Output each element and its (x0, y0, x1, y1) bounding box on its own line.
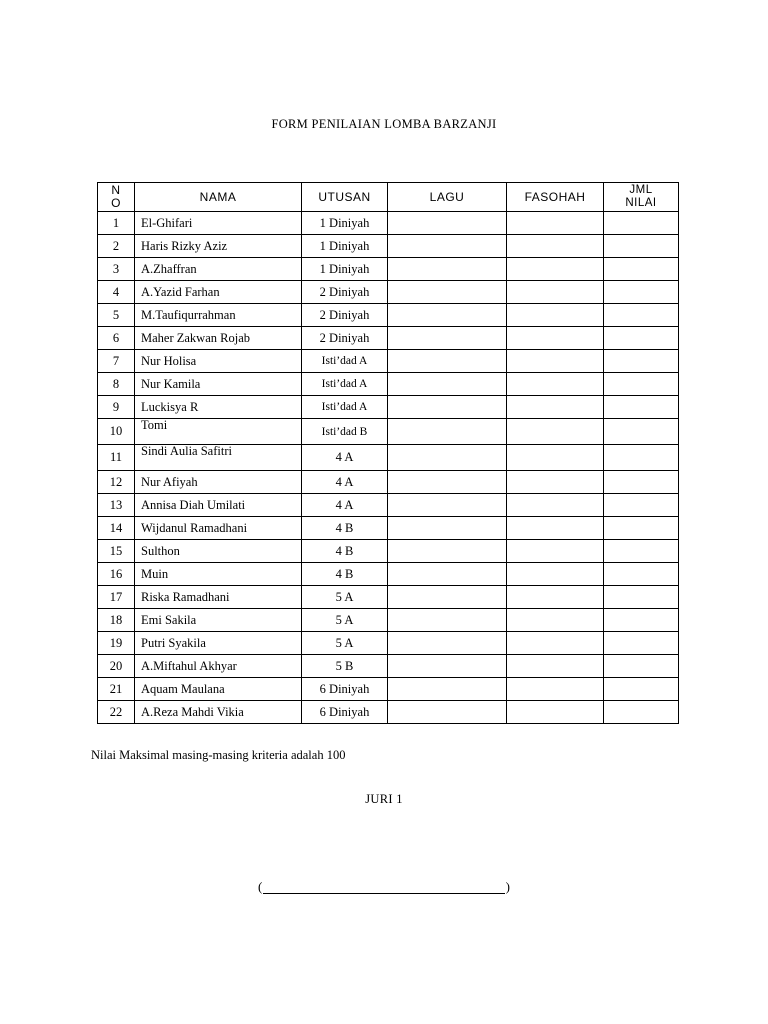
table-row (98, 678, 679, 701)
row-lagu-score[interactable] (388, 350, 507, 373)
row-nama-text: El-Ghifari (141, 215, 193, 230)
header-fasohah: FASOHAH (507, 183, 604, 212)
row-nama (135, 350, 302, 373)
row-nama-text: Aquam Maulana (141, 681, 225, 696)
header-lagu: LAGU (388, 183, 507, 212)
table-row (98, 281, 679, 304)
row-no-text: 7 (112, 353, 120, 368)
row-lagu-score[interactable] (388, 396, 507, 419)
row-jml-nilai[interactable] (604, 419, 679, 445)
row-fasohah-score[interactable] (507, 258, 604, 281)
table-row (98, 258, 679, 281)
row-nama (135, 632, 302, 655)
row-jml-nilai[interactable] (604, 494, 679, 517)
row-jml-nilai[interactable] (604, 281, 679, 304)
row-jml-nilai[interactable] (604, 304, 679, 327)
row-utusan-text: 5 B (335, 658, 354, 673)
row-no-text: 5 (112, 307, 120, 322)
row-jml-nilai[interactable] (604, 563, 679, 586)
row-lagu-score[interactable] (388, 445, 507, 471)
row-utusan (302, 258, 388, 281)
row-nama (135, 212, 302, 235)
header-jml-label: JML NILAI (625, 184, 657, 209)
row-nama (135, 235, 302, 258)
score-table (97, 182, 679, 724)
row-no (98, 678, 135, 701)
signature-underline (263, 893, 505, 894)
row-utusan (302, 350, 388, 373)
row-nama (135, 396, 302, 419)
row-nama-text: Tomi (141, 418, 168, 432)
signature-left-paren: ( (258, 879, 263, 894)
row-nama (135, 327, 302, 350)
row-no (98, 304, 135, 327)
note-text: Nilai Maksimal masing-masing kriteria adalah 100 (91, 748, 346, 762)
row-utusan (302, 471, 388, 494)
row-no-text: 17 (109, 589, 123, 604)
row-utusan-text: 4 B (335, 520, 354, 535)
row-lagu-score[interactable] (388, 304, 507, 327)
row-jml-nilai[interactable] (604, 655, 679, 678)
row-nama-text: A.Yazid Farhan (141, 284, 220, 299)
row-nama-text: Nur Kamila (141, 376, 201, 391)
row-fasohah-score[interactable] (507, 350, 604, 373)
row-lagu-score[interactable] (388, 494, 507, 517)
row-no (98, 419, 135, 445)
row-jml-nilai[interactable] (604, 609, 679, 632)
table-row (98, 373, 679, 396)
row-lagu-score[interactable] (388, 471, 507, 494)
row-nama (135, 494, 302, 517)
row-nama-text: Luckisya R (141, 399, 199, 414)
header-utusan: UTUSAN (302, 183, 388, 212)
row-utusan-text: 6 Diniyah (319, 681, 370, 696)
table-row (98, 655, 679, 678)
row-nama (135, 586, 302, 609)
table-row (98, 304, 679, 327)
row-no (98, 350, 135, 373)
row-jml-nilai[interactable] (604, 235, 679, 258)
row-nama (135, 258, 302, 281)
row-nama-text: Sulthon (141, 543, 180, 558)
page-title: FORM PENILAIAN LOMBA BARZANJI (271, 117, 497, 131)
row-no (98, 258, 135, 281)
row-nama-text: Muin (141, 566, 169, 581)
row-nama-text: Putri Syakila (141, 635, 206, 650)
row-no-text: 20 (109, 658, 123, 673)
table-row (98, 212, 679, 235)
row-utusan (302, 494, 388, 517)
table-row (98, 632, 679, 655)
row-no-text: 10 (109, 424, 123, 438)
row-utusan (302, 304, 388, 327)
row-nama (135, 609, 302, 632)
row-no (98, 586, 135, 609)
row-utusan-text: Isti’dad A (321, 355, 368, 367)
row-utusan-text: Isti’dad A (321, 378, 368, 390)
header-no-label: N O (111, 183, 121, 210)
table-row (98, 563, 679, 586)
row-utusan-text: 1 Diniyah (319, 238, 370, 253)
row-fasohah-score[interactable] (507, 396, 604, 419)
row-no-text: 15 (109, 543, 123, 558)
row-utusan (302, 701, 388, 724)
row-utusan (302, 327, 388, 350)
row-no (98, 212, 135, 235)
row-utusan-text: 4 A (335, 474, 354, 489)
row-fasohah-score[interactable] (507, 304, 604, 327)
row-fasohah-score[interactable] (507, 471, 604, 494)
row-utusan-text: 4 B (335, 543, 354, 558)
table-header-row (98, 183, 679, 212)
row-fasohah-score[interactable] (507, 281, 604, 304)
row-nama-text: A.Zhaffran (141, 261, 197, 276)
header-no (98, 183, 135, 212)
row-utusan (302, 517, 388, 540)
row-jml-nilai[interactable] (604, 540, 679, 563)
row-nama (135, 540, 302, 563)
row-no (98, 396, 135, 419)
row-fasohah-score[interactable] (507, 494, 604, 517)
row-utusan (302, 540, 388, 563)
row-no-text: 12 (109, 474, 123, 489)
row-no-text: 4 (112, 284, 120, 299)
row-utusan-text: 4 B (335, 566, 354, 581)
row-utusan-text: 4 A (335, 497, 354, 512)
row-no-text: 19 (109, 635, 123, 650)
table-row (98, 494, 679, 517)
row-utusan-text: 2 Diniyah (319, 307, 370, 322)
row-lagu-score[interactable] (388, 327, 507, 350)
row-nama (135, 563, 302, 586)
row-nama-text: Haris Rizky Aziz (141, 238, 228, 253)
row-no (98, 281, 135, 304)
row-no (98, 235, 135, 258)
row-no-text: 18 (109, 612, 123, 627)
row-nama (135, 445, 302, 471)
table-row (98, 701, 679, 724)
row-utusan (302, 655, 388, 678)
signature-right-paren: ) (505, 879, 510, 894)
table-row (98, 471, 679, 494)
row-nama (135, 304, 302, 327)
row-no-text: 3 (112, 261, 120, 276)
row-jml-nilai[interactable] (604, 327, 679, 350)
row-jml-nilai[interactable] (604, 212, 679, 235)
row-nama (135, 471, 302, 494)
table-row (98, 445, 679, 471)
row-utusan (302, 373, 388, 396)
table-row (98, 350, 679, 373)
row-nama-text: Emi Sakila (141, 612, 197, 627)
row-utusan (302, 563, 388, 586)
row-no (98, 655, 135, 678)
row-lagu-score[interactable] (388, 655, 507, 678)
row-no (98, 609, 135, 632)
row-utusan (302, 212, 388, 235)
row-nama-text: Maher Zakwan Rojab (141, 330, 250, 345)
row-jml-nilai[interactable] (604, 373, 679, 396)
row-no (98, 373, 135, 396)
row-utusan-text: Isti’dad B (321, 425, 368, 438)
row-utusan (302, 396, 388, 419)
row-no-text: 6 (112, 330, 120, 345)
row-nama (135, 678, 302, 701)
row-fasohah-score[interactable] (507, 563, 604, 586)
row-nama (135, 373, 302, 396)
row-lagu-score[interactable] (388, 701, 507, 724)
row-fasohah-score[interactable] (507, 235, 604, 258)
row-fasohah-score[interactable] (507, 701, 604, 724)
row-utusan-text: 5 A (335, 612, 354, 627)
row-nama-text: Annisa Diah Umilati (141, 497, 246, 512)
row-utusan (302, 281, 388, 304)
row-jml-nilai[interactable] (604, 350, 679, 373)
row-no-text: 16 (109, 566, 123, 581)
row-lagu-score[interactable] (388, 632, 507, 655)
row-jml-nilai[interactable] (604, 396, 679, 419)
row-fasohah-score[interactable] (507, 419, 604, 445)
row-lagu-score[interactable] (388, 609, 507, 632)
row-fasohah-score[interactable] (507, 586, 604, 609)
row-no-text: 21 (109, 681, 123, 696)
row-jml-nilai[interactable] (604, 517, 679, 540)
row-nama-text: A.Reza Mahdi Vikia (141, 704, 244, 719)
row-nama (135, 701, 302, 724)
row-utusan-text: 6 Diniyah (319, 704, 370, 719)
row-utusan (302, 419, 388, 445)
row-no-text: 22 (109, 704, 123, 719)
row-nama (135, 517, 302, 540)
row-no (98, 445, 135, 471)
row-lagu-score[interactable] (388, 517, 507, 540)
row-nama (135, 655, 302, 678)
row-lagu-score[interactable] (388, 235, 507, 258)
juri-label: JURI 1 (365, 792, 403, 806)
row-fasohah-score[interactable] (507, 655, 604, 678)
row-utusan-text: 2 Diniyah (319, 284, 370, 299)
table-row (98, 586, 679, 609)
row-jml-nilai[interactable] (604, 678, 679, 701)
header-nama: NAMA (135, 183, 302, 212)
row-fasohah-score[interactable] (507, 445, 604, 471)
row-lagu-score[interactable] (388, 373, 507, 396)
row-no (98, 327, 135, 350)
row-no-text: 13 (109, 497, 123, 512)
row-nama-text: Sindi Aulia Safitri (141, 444, 232, 458)
row-no (98, 701, 135, 724)
row-fasohah-score[interactable] (507, 212, 604, 235)
row-no-text: 1 (112, 215, 120, 230)
table-body (98, 212, 679, 724)
row-lagu-score[interactable] (388, 586, 507, 609)
row-jml-nilai[interactable] (604, 445, 679, 471)
row-utusan (302, 632, 388, 655)
row-utusan-text: Isti’dad A (321, 401, 368, 413)
row-lagu-score[interactable] (388, 563, 507, 586)
table-row (98, 396, 679, 419)
row-utusan (302, 586, 388, 609)
row-nama (135, 419, 302, 445)
row-no (98, 632, 135, 655)
row-nama-text: M.Taufiqurrahman (141, 307, 236, 322)
row-no-text: 9 (112, 399, 120, 414)
row-fasohah-score[interactable] (507, 373, 604, 396)
table-row (98, 419, 679, 445)
row-nama-text: Riska Ramadhani (141, 589, 230, 604)
table-row (98, 609, 679, 632)
row-utusan-text: 5 A (335, 589, 354, 604)
row-fasohah-score[interactable] (507, 517, 604, 540)
row-nama (135, 281, 302, 304)
row-utusan (302, 235, 388, 258)
row-utusan-text: 5 A (335, 635, 354, 650)
table-row (98, 327, 679, 350)
row-nama-text: Wijdanul Ramadhani (141, 520, 248, 535)
row-jml-nilai[interactable] (604, 586, 679, 609)
row-lagu-score[interactable] (388, 281, 507, 304)
row-nama-text: Nur Afiyah (141, 474, 198, 489)
row-no (98, 563, 135, 586)
row-jml-nilai[interactable] (604, 632, 679, 655)
row-fasohah-score[interactable] (507, 540, 604, 563)
row-utusan-text: 2 Diniyah (319, 330, 370, 345)
row-utusan (302, 678, 388, 701)
row-no-text: 2 (112, 238, 120, 253)
table-row (98, 517, 679, 540)
row-jml-nilai[interactable] (604, 471, 679, 494)
row-no-text: 8 (112, 376, 120, 391)
row-no (98, 540, 135, 563)
header-jml-nilai (604, 183, 679, 212)
row-fasohah-score[interactable] (507, 327, 604, 350)
row-lagu-score[interactable] (388, 258, 507, 281)
row-fasohah-score[interactable] (507, 632, 604, 655)
signature-line[interactable] (258, 879, 510, 894)
row-no (98, 494, 135, 517)
row-no-text: 14 (109, 520, 123, 535)
row-lagu-score[interactable] (388, 540, 507, 563)
row-fasohah-score[interactable] (507, 678, 604, 701)
table-row (98, 540, 679, 563)
row-jml-nilai[interactable] (604, 258, 679, 281)
row-utusan-text: 4 A (335, 450, 354, 464)
row-no (98, 471, 135, 494)
row-lagu-score[interactable] (388, 419, 507, 445)
table-row (98, 235, 679, 258)
row-no-text: 11 (109, 450, 123, 464)
row-utusan-text: 1 Diniyah (319, 261, 370, 276)
row-lagu-score[interactable] (388, 678, 507, 701)
row-nama-text: A.Miftahul Akhyar (141, 658, 237, 673)
row-nama-text: Nur Holisa (141, 353, 197, 368)
row-utusan (302, 609, 388, 632)
row-no (98, 517, 135, 540)
row-utusan-text: 1 Diniyah (319, 215, 370, 230)
row-fasohah-score[interactable] (507, 609, 604, 632)
row-jml-nilai[interactable] (604, 701, 679, 724)
row-lagu-score[interactable] (388, 212, 507, 235)
row-utusan (302, 445, 388, 471)
